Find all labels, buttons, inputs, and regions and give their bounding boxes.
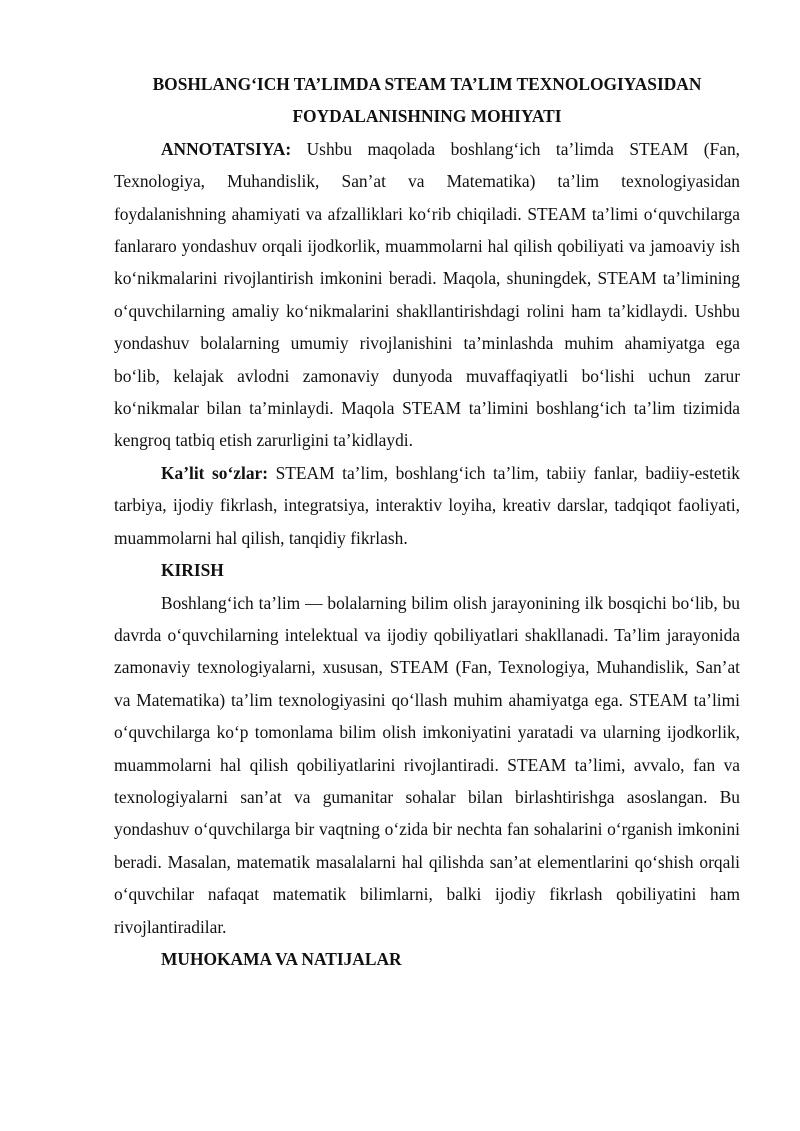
document-page xyxy=(114,68,740,975)
keywords-text: STEAM ta’lim, boshlang‘ich ta’lim, tabiiy fanlar, badiiy-estetik tarbiya, ijodiy fikrlash, integratsiya, interaktiv loyiha, kreativ darslar, tadqiqot faoliyati, muammolarni hal qilish, tanqidiy fikrlash. xyxy=(114,462,740,548)
annotation-text: Ushbu maqolada boshlang‘ich ta’limda STEAM (Fan, Texnologiya, Muhandislik, San’at va Matematika) ta’lim texnologiyasidan foydalanishning ahamiyati va afzalliklari ko‘rib chiqiladi. STEAM ta’limi o‘quvchilarga fanlararo yondashuv orqali ijodkorlik, muammolarni hal qilish qobiliyati va jamoaviy ish ko‘nikmalarini rivojlantirish imkonini beradi. Maqola, shuningdek, STEAM ta’limining o‘quvchilarning amaliy ko‘nikmalarini shakllantirishdagi rolini ham ta’kidlaydi. Ushbu yondashuv bolalarning umumiy rivojlanishini ta’minlashda muhim ahamiyatga ega bo‘lib, kelajak avlodni zamonaviy dunyoda muvaffaqiyatli bo‘lishi uchun zarur ko‘nikmalar bilan ta’minlaydi. Maqola STEAM ta’limini boshlang‘ich ta’lim tizimida kengroq tatbiq etish zarurligini ta’kidlaydi. xyxy=(114,138,740,451)
document-title xyxy=(114,68,740,133)
section-heading-introduction: KIRISH xyxy=(161,560,224,581)
annotation-paragraph xyxy=(114,133,740,457)
title-line-1: BOSHLANG‘ICH TA’LIMDA STEAM TA’LIM TEXNOLOGIYASIDAN xyxy=(152,74,702,94)
introduction-paragraph: Boshlang‘ich ta’lim — bolalarning bilim olish jarayonining ilk bosqichi bo‘lib, bu davrda o‘quvchilarning intelektual va ijodiy qobiliyatlari shakllanadi. Ta’lim jarayonida zamonaviy texnologiyalarni, xususan, STEAM (Fan, Texnologiya, Muhandislik, San’at va Matematika) ta’lim texnologiyasini qo‘llash muhim ahamiyatga ega. STEAM ta’limi o‘quvchilarga ko‘p tomonlama bilim olish imkoniyatini yaratadi va ularning ijodkorlik, muammolarni hal qilish qobiliyatlarini rivojlantiradi. STEAM ta’limi, avvalo, fan va texnologiyalarni san’at va gumanitar sohalar bilan birlashtirishga asoslangan. Bu yondashuv o‘quvchilarga bir vaqtning o‘zida bir nechta fan sohalarini o‘rganish imkonini beradi. Masalan, matematik masalalarni hal qilishda san’at elementlarini qo‘shish orqali o‘quvchilar nafaqat matematik bilimlarni, balki ijodiy fikrlash qobiliyatini ham rivojlantiradilar. xyxy=(114,592,740,937)
keywords-paragraph xyxy=(114,457,740,554)
title-line-2: FOYDALANISHNING MOHIYATI xyxy=(292,106,562,127)
keywords-label: Ka’lit so‘zlar: xyxy=(161,462,269,483)
annotation-label: ANNOTATSIYA: xyxy=(161,138,292,159)
section-heading-discussion: MUHOKAMA VA NATIJALAR xyxy=(161,948,402,969)
